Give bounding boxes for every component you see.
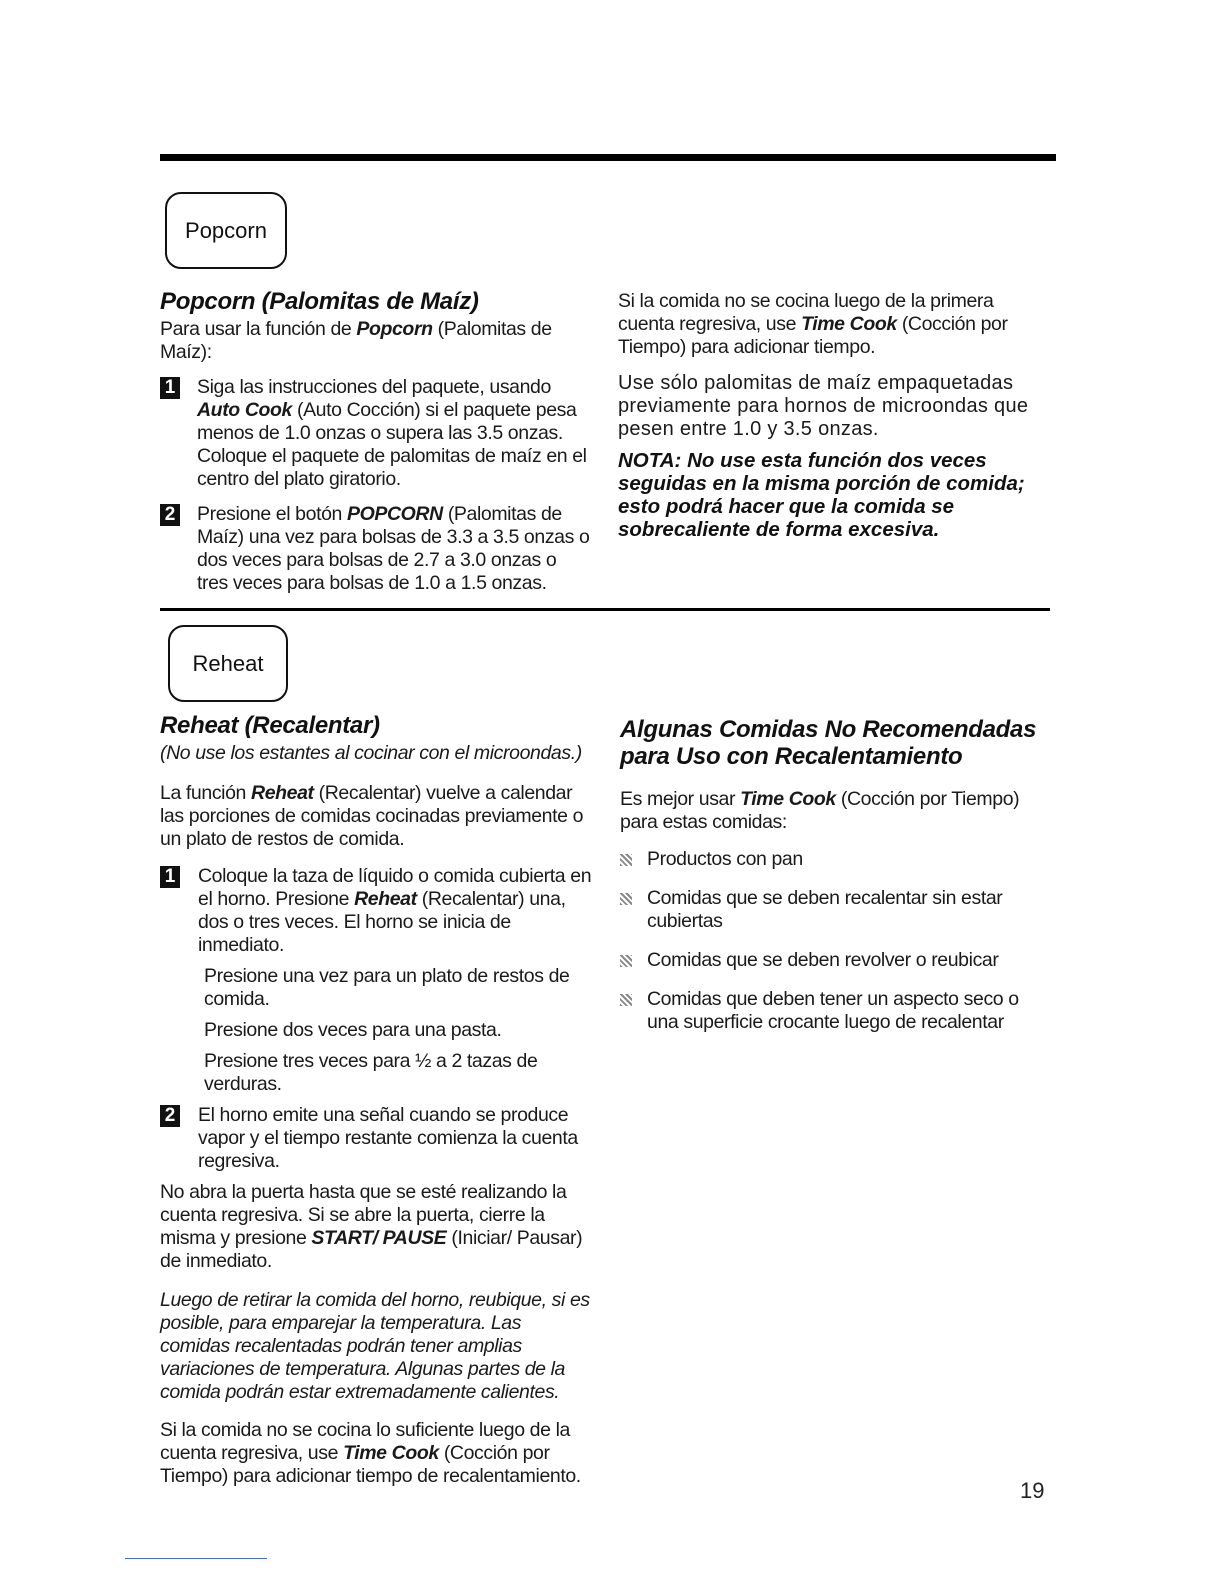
list-item: Comidas que se deben revolver o reubicar	[620, 949, 1052, 972]
popcorn-left-column	[160, 288, 590, 595]
popcorn-button-label: Popcorn	[185, 217, 267, 243]
list-item: Productos con pan	[620, 848, 1052, 871]
popcorn-step-2	[160, 503, 590, 595]
top-rule	[160, 154, 1056, 161]
reheat-italic-note: Luego de retirar la comida del horno, reubique, si es posible, para emparejar la temperatura. Las comidas recalentadas podrán tener amplias variaciones de temperatura. Algunas partes de la comida podrán estar extremadamente calientes.	[160, 1289, 590, 1403]
reheat-intro: La función Reheat (Recalentar) vuelve a calendar las porciones de comidas cocinadas previamente o un plato de restos de comida.	[160, 782, 584, 850]
not-recommended-column	[620, 716, 1052, 1034]
reheat-press-thrice: Presione tres veces para ½ a 2 tazas de verduras.	[204, 1050, 538, 1095]
step-number-badge: 2	[160, 504, 180, 526]
reheat-step-1-text: Coloque la taza de líquido o comida cubierta en el horno. Presione Reheat (Recalentar) una, dos o tres veces. El horno se inicia de inmediato.	[198, 865, 592, 956]
reheat-step-2-text: El horno emite una señal cuando se produce vapor y el tiempo restante comienza la cuenta regresiva.	[198, 1104, 578, 1172]
popcorn-heading: Popcorn (Palomitas de Maíz)	[160, 288, 479, 315]
footer-rule	[125, 1558, 267, 1559]
reheat-door-instruction: No abra la puerta hasta que se esté realizando la cuenta regresiva. Si se abre la puerta, cierre la misma y presione START/ PAUSE (Iniciar/ Pausar) de inmediato.	[160, 1181, 583, 1272]
reheat-heading: Reheat (Recalentar)	[160, 712, 380, 739]
popcorn-note: NOTA: No use esta función dos veces seguidas en la misma porción de comida; esto podrá hacer que la comida se sobrecaliente de forma excesiva.	[618, 449, 1025, 541]
popcorn-right-column	[618, 290, 1048, 541]
popcorn-time-cook-tip: Si la comida no se cocina luego de la primera cuenta regresiva, use Time Cook (Cocción por Tiempo) para adicionar tiempo.	[618, 290, 1008, 358]
reheat-step-2	[160, 1104, 592, 1173]
popcorn-use-only: Use sólo palomitas de maíz empaquetadas previamente para hornos de microondas que pesen entre 1.0 y 3.5 onzas.	[618, 372, 1029, 440]
step-number-badge: 2	[160, 1105, 180, 1127]
reheat-press-twice: Presione dos veces para una pasta.	[204, 1019, 502, 1041]
reheat-button-label: Reheat	[192, 650, 264, 676]
reheat-step-1	[160, 865, 592, 1096]
popcorn-intro: Para usar la función de Popcorn (Palomitas de Maíz):	[160, 318, 552, 363]
popcorn-button-graphic	[165, 192, 287, 269]
bullet-icon	[620, 893, 632, 905]
bullet-icon	[620, 955, 632, 967]
bullet-icon	[620, 854, 632, 866]
not-recommended-list	[620, 848, 1052, 1034]
list-item: Comidas que se deben recalentar sin estar cubiertas	[620, 887, 1052, 933]
reheat-press-once: Presione una vez para un plato de restos de comida.	[204, 965, 570, 1010]
reheat-subheading: (No use los estantes al cocinar con el microondas.)	[160, 742, 582, 764]
list-item: Comidas que deben tener un aspecto seco o una superficie crocante luego de recalentar	[620, 988, 1052, 1034]
not-recommended-intro: Es mejor usar Time Cook (Cocción por Tiempo) para estas comidas:	[620, 788, 1020, 833]
reheat-button-graphic	[168, 625, 288, 702]
section-divider	[160, 608, 1050, 611]
step-number-badge: 1	[160, 866, 180, 888]
reheat-left-column	[160, 712, 592, 1488]
popcorn-step-1-text: Siga las instrucciones del paquete, usando Auto Cook (Auto Cocción) si el paquete pesa menos de 1.0 onzas o supera las 3.5 onzas. Coloque el paquete de palomitas de maíz en el centro del plato giratorio.	[197, 376, 587, 490]
step-number-badge: 1	[160, 377, 180, 399]
page-number: 19	[1020, 1478, 1045, 1503]
reheat-time-cook-tip: Si la comida no se cocina lo suficiente luego de la cuenta regresiva, use Time Cook (Cocción por Tiempo) para adicionar tiempo de recalentamiento.	[160, 1419, 581, 1487]
popcorn-step-2-text: Presione el botón POPCORN (Palomitas de Maíz) una vez para bolsas de 3.3 a 3.5 onzas o dos veces para bolsas de 2.7 a 3.0 onzas o tres veces para bolsas de 1.0 a 1.5 onzas.	[197, 503, 590, 594]
popcorn-step-1	[160, 376, 590, 491]
bullet-icon	[620, 994, 632, 1006]
not-recommended-heading: Algunas Comidas No Recomendadas para Uso con Recalentamiento	[620, 716, 1037, 770]
